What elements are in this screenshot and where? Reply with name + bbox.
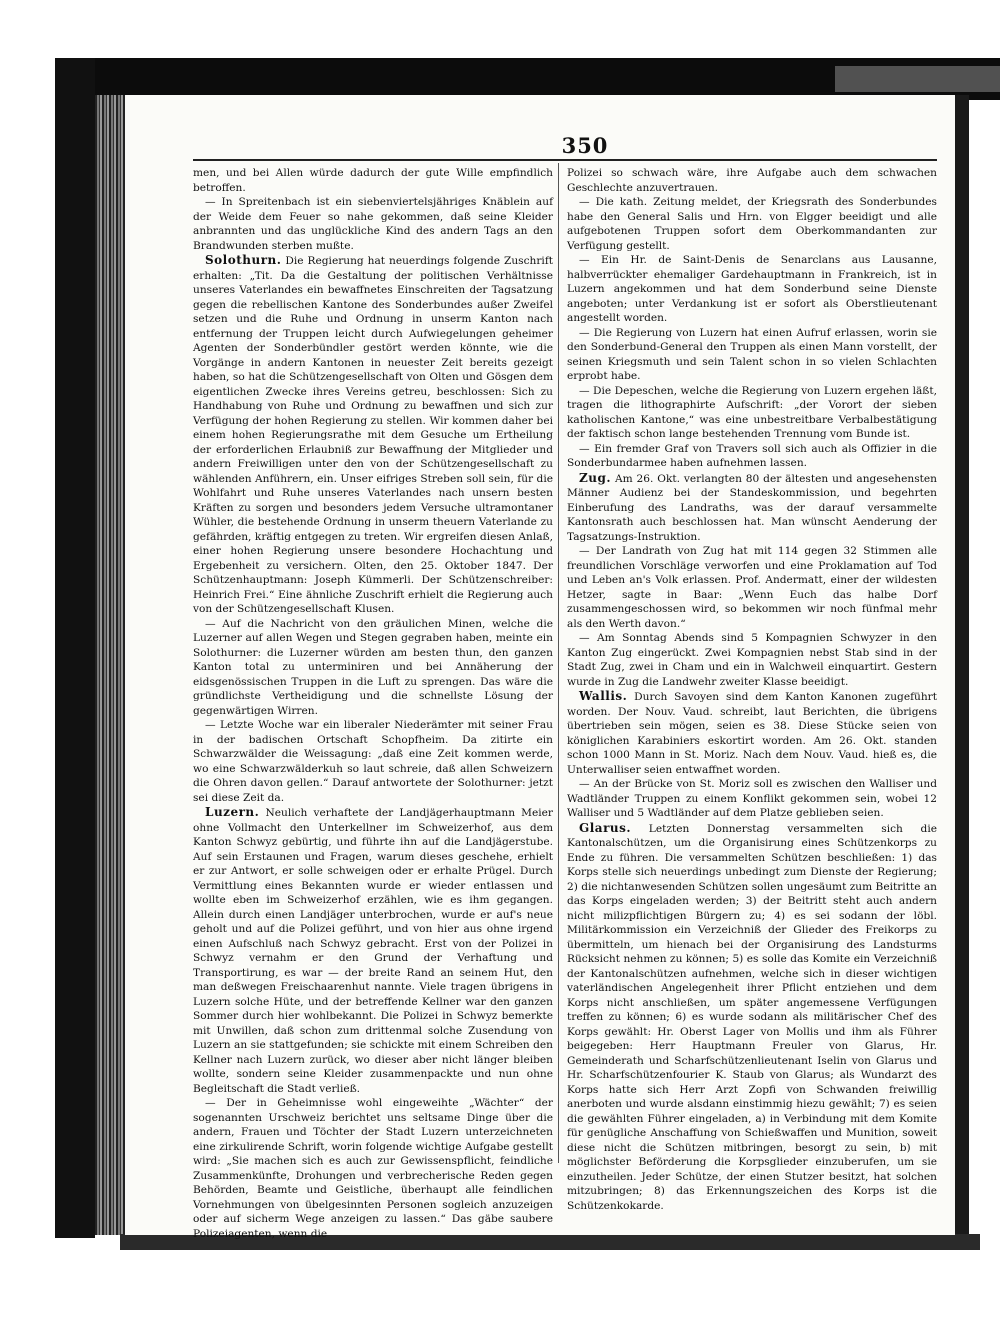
paragraph-text: — Auf die Nachricht von den gräulichen Minen, welche die Luzerner auf allen Wegen und Stegen gegraben haben, meinte ein Solothurner: die Luzerner würden am besten thun, den ganzen Kanton total zu unterminiren und bei Annäherung der eidsgenössischen Truppen in die Luft zu sprengen. Das wäre die gründlichste Vertheidigung und die schnellste Lösung der gegenwärtigen Wirren. [193,617,553,717]
paragraph-text: — In Spreitenbach ist ein siebenviertelsjähriges Knäblein auf der Weide dem Feuer so nahe gekommen, daß seine Kleider anbrannten und das unglückliche Kind des andern Tags an den Brandwunden sterben mußte. [193,196,553,252]
region-heading: Zug. [579,470,612,485]
paragraph-text: — Der in Geheimnisse wohl eingeweihte „Wächter“ der sogenannten Urschweiz berichtet uns seltsame Dinge über die andern, Frauen und Töchter der Stadt Luzern unterzeichneten eine zirkulirende Schrift, worin folgende wichtige Aufgabe gestellt wird: „Sie machen sich es auch zur Gewissenspflicht, feindliche Zusammenkünfte, Drohungen und verbrecherische Reden gegen Behörden, Beamte und Geistliche, überhaupt alle feindlichen Vornehmungen von übelgesinnten Personen sogleich anzuzeigen oder auf sicherm Wege anzeigen zu lassen.“ Das gäbe saubere Polizeiagenten, wenn die [193,1097,553,1240]
article-paragraph [193,195,553,253]
scan-left-border [55,58,95,1238]
article-paragraph [567,631,937,689]
scan-top-border-glare [835,66,1000,92]
article-paragraph [567,253,937,326]
article-paragraph [567,166,937,195]
region-paragraph [567,821,937,1214]
region-heading: Wallis. [579,689,628,703]
article-paragraph [193,617,553,719]
region-heading: Luzern. [205,805,260,819]
region-paragraph [567,689,937,777]
scan-right-border [955,95,969,1245]
article-paragraph [193,166,553,195]
page-number: 350 [561,133,609,158]
paragraph-text: — Die Regierung von Luzern hat einen Aufruf erlassen, worin sie den Sonderbund-General den Truppen als einen Mann vorstellt, der seinen Kriegsmuth und sein Talent schon in so vielen Schlachten erprobt habe. [567,326,937,382]
region-paragraph [193,253,553,617]
article-paragraph [567,195,937,253]
article-paragraph [193,718,553,805]
paragraph-text: — Letzte Woche war ein liberaler Niederämter mit seiner Frau in der badischen Ortschaft Schopfheim. Da zitirte ein Schwarzwälder die Weissagung: „daß eine Zeit kommen werde, wo eine Schwarzwälderkuh so laut schreie, daß allen Schweizern die Ohren davon gellen.“ Darauf antwortete der Solothurner: jetzt sei diese Zeit da. [193,719,553,804]
article-paragraph [567,384,937,442]
article-paragraph [567,442,937,471]
left-column [193,166,553,1241]
paragraph-text: — Am Sonntag Abends sind 5 Kompagnien Schwyzer in den Kanton Zug eingerückt. Zwei Kompagnien nebst Stab sind in der Stadt Zug, zwei in Cham und ein in Walchweil einquartirt. Gestern wurde in Zug die Landwehr zweiter Klasse beeidigt. [567,632,937,688]
paragraph-text: Am 26. Okt. verlangten 80 der ältesten und angesehensten Männer Audienz bei der Standeskommission, und begehrten Einberufung des Landraths, was der darauf versammelte Kantonsrath auch beschlossen hat. Man wünscht Aenderung der Tagsatzungs-Instruktion. [567,472,937,543]
region-heading: Glarus. [579,820,632,835]
article-paragraph [567,777,937,821]
region-paragraph [567,471,937,545]
article-paragraph [567,326,937,384]
paragraph-text: — Der Landrath von Zug hat mit 114 gegen 32 Stimmen alle freundlichen Vorschläge verworfen und eine Proklamation auf Tod und Leben an's Volk erlassen. Prof. Andermatt, einer der wildesten Hetzer, sagte in Baar: „Wenn Euch das halbe Dorf zusammengeschossen wird, so bekommen wir noch fünfmal mehr als den Werth davon.“ [567,545,937,630]
region-heading: Solothurn. [205,253,282,267]
region-paragraph [193,805,553,1096]
paragraph-text: — Die Depeschen, welche die Regierung von Luzern ergehen läßt, tragen die lithographirte Aufschrift: „der Vorort der sieben katholischen Kantone,“ was eine unbestreitbare Verbalbestätigung der faktisch schon lange bestehenden Trennung vom Bunde ist. [567,384,937,440]
book-binding-edge [95,95,125,1235]
paragraph-text: Die Regierung hat neuerdings folgende Zuschrift erhalten: „Tit. Da die Gestaltung der politischen Verhältnisse unseres Vaterlandes ein bewaffnetes Einschreiten der Tagsatzung gegen die rebellischen Kantone des Sonderbundes außer Zweifel setzen und die Ruhe und Ordnung in unserm Kanton nach entfernung der Truppen leicht durch Aufwiegelungen geheimer Agenten der Sonderbündler gestört werden könnte, wie die Vorgänge in andern Kantonen in neuester Zeit bereits gezeigt haben, so hat die Schützengesellschaft von Olten und Gösgen dem eigentlichen Zwecke ihres Vereins getreu, beschlossen: Sich zu Handhabung von Ruhe und Ordnung zu bewaffnen und sich zur Verfügung der hohen Regierung zu stellen. Wir kommen daher bei einem hohen Regierungsrathe mit dem Gesuche um Ertheilung der erforderlichen Erlaubniß zur Bewaffnung der Mitglieder und andern Freiwilligen unter den von der Schützengesellschaft zu wählenden Anführern, ein. Unser eifriges Streben soll sein, für die Wohlfahrt und Ruhe unseres Vaterlandes nach unsern besten Kräften zu sorgen und besonders jedem Versuche ultramontaner Wühler, die bestehende Ordnung in unserm theuern Vaterlande zu gefährden, kräftig entgegen zu treten. Wir ergreifen diesen Anlaß, einer hohen Regierung unsere besondere Hochachtung und Ergebenheit zu versichern. Olten, den 25. Oktober 1847. Der Schützenhauptmann: Joseph Kümmerli. Der Schützenschreiber: Heinrich Frei.“ Eine ähnliche Zuschrift erhielt die Regierung auch von der Schützengesellschaft Klusen. [193,255,554,615]
paragraph-text: Polizei so schwach wäre, ihre Aufgabe auch dem schwachen Geschlechte anzuvertrauen. [567,167,937,194]
paragraph-text: — An der Brücke von St. Moriz soll es zwischen den Walliser und Wadtländer Truppen zu einem Konflikt gekommen sein, wobei 12 Walliser und 5 Wadtländer auf dem Platze geblieben seien. [567,778,937,819]
column-separator [558,163,559,1163]
right-column [567,166,937,1213]
paragraph-text: Letzten Donnerstag versammelten sich die Kantonalschützen, um die Organisirung eines Schützenkorps zu Ende zu führen. Die versammelten Schützen beschließen: 1) das Korps stelle sich neuerdings unbedingt zum Dienste der Regierung; 2) die nichtanwesenden Schützen sollen ungesäumt zum Beitritte an das Korps eingeladen werden; 3) der Beitritt steht auch andern nicht milizpflichtigen Bürgern zu; 4) es sei sodann der löbl. Militärkommission ein Verzeichniß der Glieder des Freikorps zu übermitteln, um hienach bei der Organisirung des Landsturms Rücksicht nehmen zu können; 5) es solle das Komite ein Verzeichniß der Kantonalschützen aufnehmen, welche sich in dieser wichtigen vaterländischen Angelegenheit ihrer Pflicht entziehen und dem Korps nicht anschließen, um später angemessene Verfügungen treffen zu können; 6) es wurde sodann als militärischer Chef des Korps gewählt: Hr. Oberst Lager von Mollis und ihm als Führer beigegeben: Herr Hauptmann Freuler von Glarus, Hr. Gemeinderath und Scharfschützenlieutenant Iselin von Glarus und Hr. Scharfschützenfourier K. Staub von Glarus; als Wundarzt des Korps hatte sich Herr Arzt Zopfi von Schwanden freiwillig anerboten und wurde alsdann einstimmig hiezu gewählt; 7) es seien die gewählten Führer eingeladen, a) in Verbindung mit dem Komite für genügliche Anschaffung von Schießwaffen und Munition, soweit diese nicht die Schützen mitbringen, besorgt zu sein, b) mit möglichster Beförderung die Korpsglieder einzuberufen, um sie einzutheilen. Jeder Schütze, der einen Stutzer besitzt, hat solchen mitzubringen; 8) das Erkennungszeichen des Korps ist die Schützenkokarde. [567,822,938,1212]
paragraph-text: — Die kath. Zeitung meldet, der Kriegsrath des Sonderbundes habe den General Salis und Hrn. von Elgger beeidigt und alle aufgebotenen Truppen sofort dem Oberkommandanten zur Verfügung gestellt. [567,196,937,252]
paragraph-text: — Ein fremder Graf von Travers soll sich auch als Offizier in die Sonderbundarmee haben aufnehmen lassen. [567,442,937,469]
paragraph-text: Neulich verhaftete der Landjägerhauptmann Meier ohne Vollmacht den Unterkellner im Schweizerhof, aus dem Kanton Schwyz gebürtig, und führte ihn auf die Landjägerstube. Auf sein Erstaunen und Fragen, warum dieses geschehe, erhielt er zur Antwort, er solle schweigen oder er erhalte Prügel. Durch Vermittlung eines Bekannten wurde er wieder entlassen und wollte eben im Schweizerhof erzählen, wie es ihm gegangen. Allein durch einen Landjäger unterbrochen, wurde er auf's neue geholt und auf die Polizei geführt, und von hier aus ohne irgend einen Aufschluß nach Schwyz gebracht. Erst von der Polizei in Schwyz vernahm er den Grund der Verhaftung und Transportirung, es war — der breite Rand an seinem Hut, den man deßwegen Freischaarenhut nannte. Viele tragen übrigens in Luzern solche Hüte, und der betreffende Kellner war den ganzen Sommer durch hier wohlbekannt. Die Polizei in Schwyz bemerkte mit Unwillen, daß schon zum drittenmal solche Zusendung von Luzern an sie stattgefunden; sie schickte mit einem Schreiben den Kellner nach Luzern zurück, wo dieser aber nicht länger bleiben wollte, sondern seine Kleider zusammenpackte und nun ohne Begleitschaft die Stadt verließ. [193,807,553,1095]
paragraph-text: Durch Savoyen sind dem Kanton Kanonen zugeführt worden. Der Nouv. Vaud. schreibt, laut Berichten, die übrigens übertrieben sein mögen, seien es 38. Diese Stücke seien von königlichen Karabiniers eskortirt worden. Am 26. Okt. standen schon 1000 Mann in St. Moriz. Nach dem Nouv. Vaud. hieß es, die Unterwalliser seien entwaffnet worden. [567,691,937,776]
paragraph-text: men, und bei Allen würde dadurch der gute Wille empfindlich betroffen. [193,167,553,194]
article-paragraph [567,544,937,631]
paragraph-text: — Ein Hr. de Saint-Denis de Senarclans aus Lausanne, halbverrückter ehemaliger Gardehauptmann in Frankreich, ist in Luzern angekommen und hat dem Sonderbund seine Dienste angeboten; unter Verdankung ist er sofort als Oberstlieutenant angestellt worden. [567,254,937,324]
article-paragraph [193,1096,553,1241]
header-rule [193,159,937,161]
